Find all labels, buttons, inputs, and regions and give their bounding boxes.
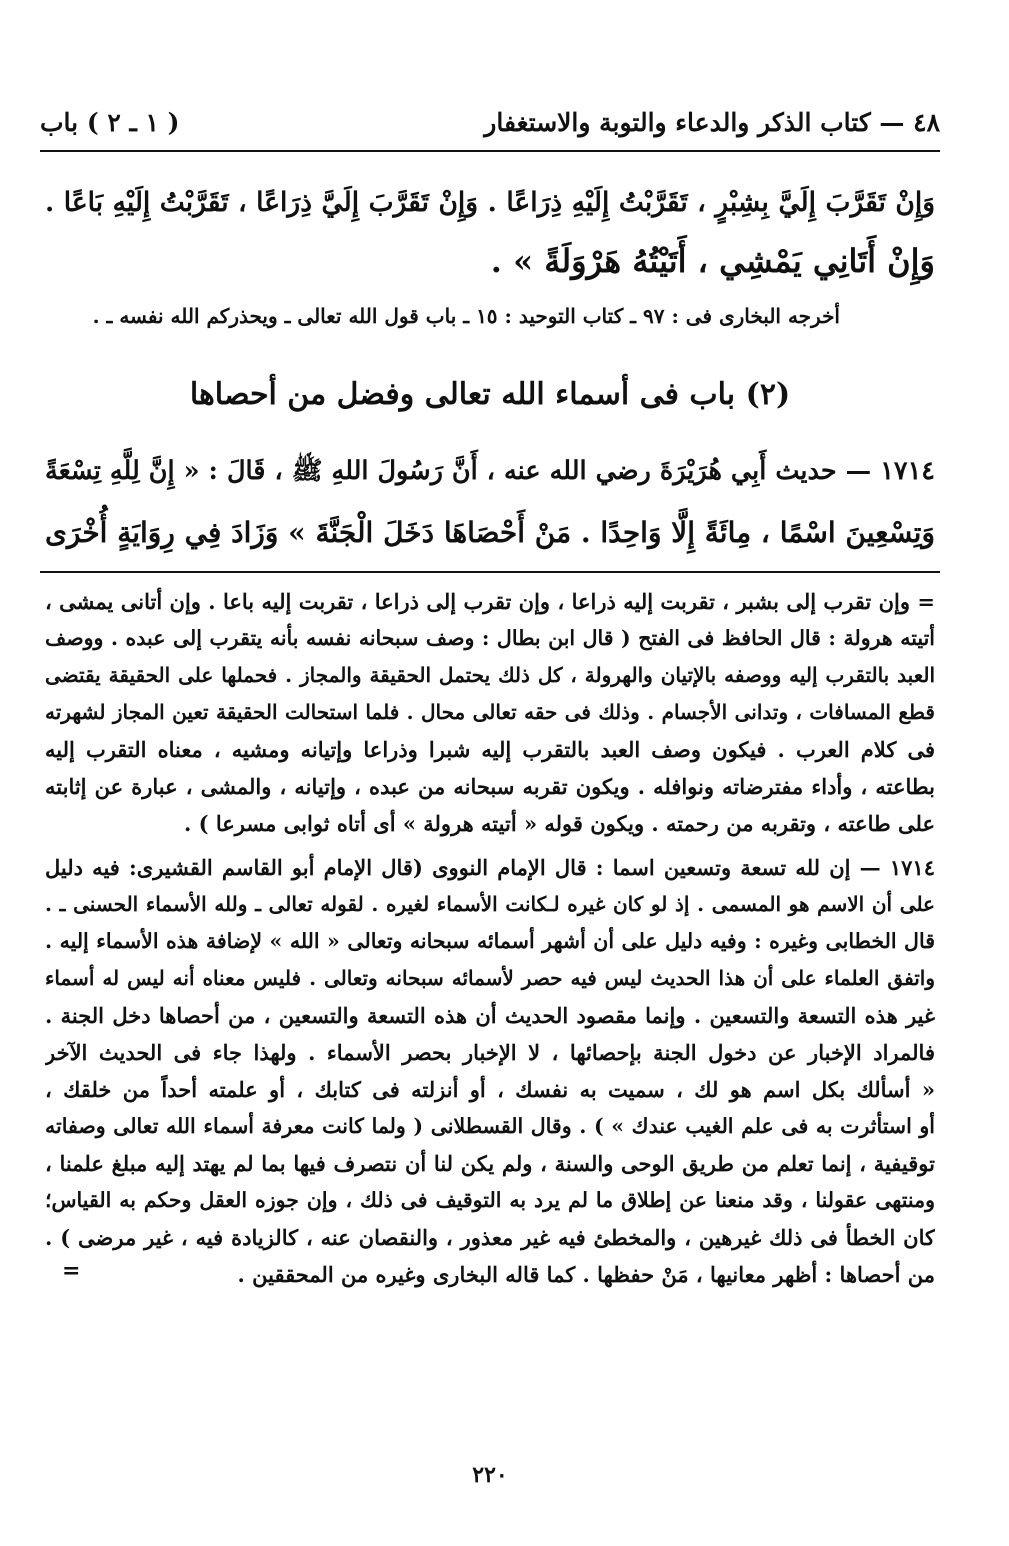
chapter-range: ( ١ ـ ٢ ) باب [40,107,180,137]
hadith-line: وَإِنْ تَقَرَّبَ إِلَيَّ بِشِبْرٍ ، تَقَرَّبْتُ إِلَيْهِ ذِرَاعًا . وَإِنْ تَقَرَّبَ إِلَيَّ ذِرَاعًا ، تَقَرَّبْتُ إِلَيْهِ بَاعًا . [45,187,935,218]
hadith-line: ١٧١٤ — حديث أَبِي هُرَيْرَةَ رضي الله عنه ، أَنَّ رَسُولَ اللهِ ﷺ ، قَالَ : « إِنَّ لِلَّهِ تِسْعَةً [45,456,935,486]
footnote-line: توقيفية ، إنما تعلم من طريق الوحى والسنة ، ولم يكن لنا أن نتصرف فيها بما لم يهتد إليه مبلغ علمنا ، [45,1151,935,1176]
footnote-line: واتفق العلماء على أن هذا الحديث ليس فيه حصر لأسمائه سبحانه وتعالى . فليس معناه أنه ليس له أسماء [45,966,935,990]
running-title: ٤٨ — كتاب الذكر والدعاء والتوبة والاستغفار [484,107,940,137]
page-header [40,100,940,144]
footnote-line: ١٧١٤ — إن لله تسعة وتسعين اسما : قال الإمام النووى (قال الإمام أبو القاسم القشيرى: فيه دليل [45,855,935,880]
footnote-line: من أحصاها : أظهر معانيها ، مَنْ حفظها . كما قاله البخارى وغيره من المحققين . [237,1262,935,1287]
footnote-line: أو استأثرت به فى علم الغيب عندك » ) . وقال القسطلانى ( ولما كانت معرفة أسماء الله تعالى وصفاته [45,1114,935,1138]
header-rule [40,150,940,152]
footnote-line: = وإن تقرب إلى بشبر ، تقربت إليه ذراعا ، وإن تقرب إلى ذراعا ، تقربت إليه باعا . وإن أتانى يمشى ، [45,589,935,614]
hadith-line: وَإِنْ أَتَانِي يَمْشِي ، أَتَيْتُهُ هَرْوَلَةً » . [490,242,935,280]
footnote-line: فى كلام العرب . فيكون وصف العبد بالتقرب إليه شبرا وذراعا وإتيانه ومشيه ، معناه التقرب إليه [45,737,935,762]
footnote-line: على أن الاسم هو المسمى . إذ لو كان غيره لـكانت الأسماء لغيره . لقوله تعالى ـ ولله الأسماء الحسنى ـ . [45,892,935,916]
footnote-line: قطع المسافات ، وتدانى الأجسام . وذلك فى حقه تعالى محال . فلما استحالت الحقيقة تعين المجاز لشهرته [45,700,935,724]
takhrij-note: أخرجه البخارى فى : ٩٧ ـ كتاب التوحيد : ١٥ ـ باب قول الله تعالى ـ ويحذركم الله نفسه ـ . [92,304,840,328]
chapter-title: (٢) باب فى أسماء الله تعالى وفضل من أحصاها [189,377,791,412]
footnote-line: ومنتهى عقولنا ، وقد منعنا عن إطلاق ما لم يرد به التوقيف فى ذلك ، وإن جوزه العقل وحكم به القياس؛ [45,1188,935,1212]
footnote-line: غير هذه التسعة والتسعين . وإنما مقصود الحديث أن هذه التسعة والتسعين ، من أحصاها دخل الجنة . [45,1003,935,1028]
page-number: ٢٢٠ [472,1462,508,1488]
footnote-line: بطاعته ، وأداء مفترضاته ونوافله . ويكون تقربه سبحانه من عبده ، وإتيانه ، والمشى ، عبارة عن إثابته [45,774,935,799]
footnote-line: على طاعته ، وتقربه من رحمته . ويكون قوله « أتيته هرولة » أى أتاه ثوابى مسرعا ) . [184,811,935,836]
footnote-line: فالمراد الإخبار عن دخول الجنة بإحصائها ، لا الإخبار بحصر الأسماء . ولهذا جاء فى الحديث الآخر [45,1040,935,1065]
hadith-line: وَتِسْعِينَ اسْمًا ، مِائَةً إِلَّا وَاحِدًا . مَنْ أَحْصَاهَا دَخَلَ الْجَنَّةَ » وَزَادَ فِي رِوَايَةٍ أُخْرَى [45,516,935,549]
footnote-line: « أسألك بكل اسم هو لك ، سميت به نفسك ، أو أنزلته فى كتابك ، أو علمته أحداً من خلقك ، [45,1077,935,1102]
footnote-line: قال الخطابى وغيره : وفيه دليل على أن أشهر أسمائه سبحانه وتعالى « الله » لإضافة هذه الأسماء إليه . [45,929,935,953]
continuation-mark: = [62,1258,81,1284]
footnote-line: أتيته هرولة : قال الحافظ فى الفتح ( قال ابن بطال : وصف سبحانه نفسه بأنه يتقرب إلى عبده . ووصف [45,626,935,650]
footnote-line: كان الخطأ فى ذلك غيرهين ، والمخطئ فيه غير معذور ، والنقصان عنه ، كالزيادة فيه ، غير مرضى ) . [45,1225,935,1250]
footnote-rule [40,571,940,573]
footnote-line: العبد بالتقرب إليه ووصفه بالإتيان والهرولة ، كل ذلك يحتمل الحقيقة والمجاز . فحملها على الحقيقة يقتضى [45,663,935,687]
